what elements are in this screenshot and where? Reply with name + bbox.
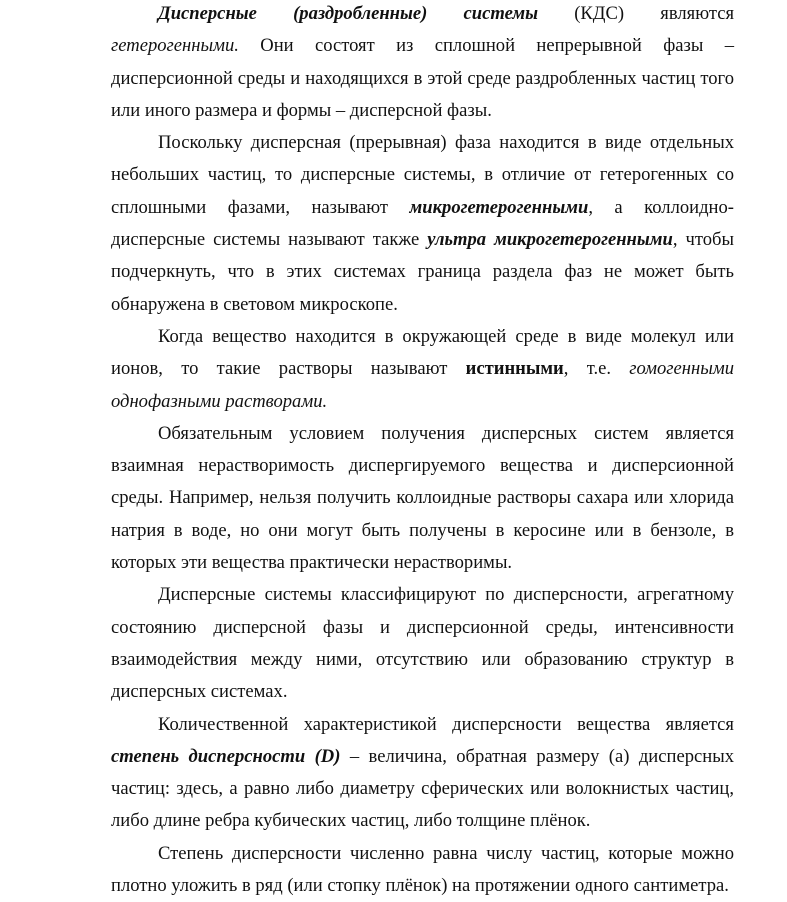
text-run: , т.е.	[563, 358, 630, 380]
term-homogeneous-solutions: гомогенными однофазными растворами.	[111, 358, 734, 412]
text-run: Они состоят из сплошной непрерывной фазы – дисперсионной среды и находящихся в этой среде раздробленных частиц того или иного размера и формы – дисперсной фазы.	[111, 35, 734, 121]
paragraph-degree-numeric	[111, 838, 734, 902]
paragraph-microheterogeneous	[111, 127, 734, 321]
paragraph-dispersed-systems-definition	[111, 0, 734, 127]
term-heterogeneous: гетерогенными.	[111, 35, 239, 57]
text-run: Степень дисперсности численно равна числу частиц, которые можно плотно уложить в ряд (или стопку плёнок) на протяжении одного сантиметра.	[111, 842, 734, 897]
paragraph-classification	[111, 579, 734, 708]
text-run: – величина, обратная размеру (а) дисперсных частиц: здесь, а равно либо диаметру сферических или волокнистых частиц, либо длине ребра кубических частиц, либо толщине плёнок.	[111, 745, 734, 832]
text-run: Дисперсные системы классифицируют по дисперсности, агрегатному состоянию дисперсной фазы и дисперсионной среды, интенсивности взаимодействия между ними, отсутствию или образованию структур в дисперсных системах.	[111, 584, 734, 703]
term-true-solutions: истинными	[465, 358, 564, 380]
text-run: , а коллоидно-дисперсные системы называют также	[111, 196, 734, 251]
term-microheterogeneous: микрогетерогенными	[409, 196, 589, 218]
document-page	[111, 0, 734, 902]
paragraph-true-solutions	[111, 321, 734, 418]
text-run: Когда вещество находится в окружающей среде в виде молекул или ионов, то такие растворы называют	[111, 325, 734, 380]
paragraph-degree-of-dispersion	[111, 709, 734, 838]
term-ultra-microheterogeneous: ультра микрогетерогенными	[427, 229, 673, 251]
text-run: (КДС) являются	[538, 3, 734, 24]
text-run: Обязательным условием получения дисперсных систем является взаимная нерастворимость диспергируемого вещества и дисперсионной среды. Например, нельзя получить коллоидные растворы сахара или хлорида натрия в воде, но они могут быть получены в керосине или в бензоле, в которых эти вещества практически нерастворимы.	[111, 422, 734, 574]
term-dispersed-systems: Дисперсные (раздробленные) системы	[158, 3, 539, 24]
text-run: Поскольку дисперсная (прерывная) фаза находится в виде отдельных небольших частиц, то дисперсные системы, в отличие от гетерогенных со сплошными фазами, называют	[111, 132, 734, 218]
text-run: Количественной характеристикой дисперсности вещества является	[158, 713, 734, 735]
text-run: , чтобы подчеркнуть, что в этих системах граница раздела фаз не может быть обнаружена в световом микроскопе.	[111, 229, 734, 315]
paragraph-insolubility-condition	[111, 418, 734, 579]
term-degree-of-dispersion: степень дисперсности (D)	[111, 745, 341, 767]
